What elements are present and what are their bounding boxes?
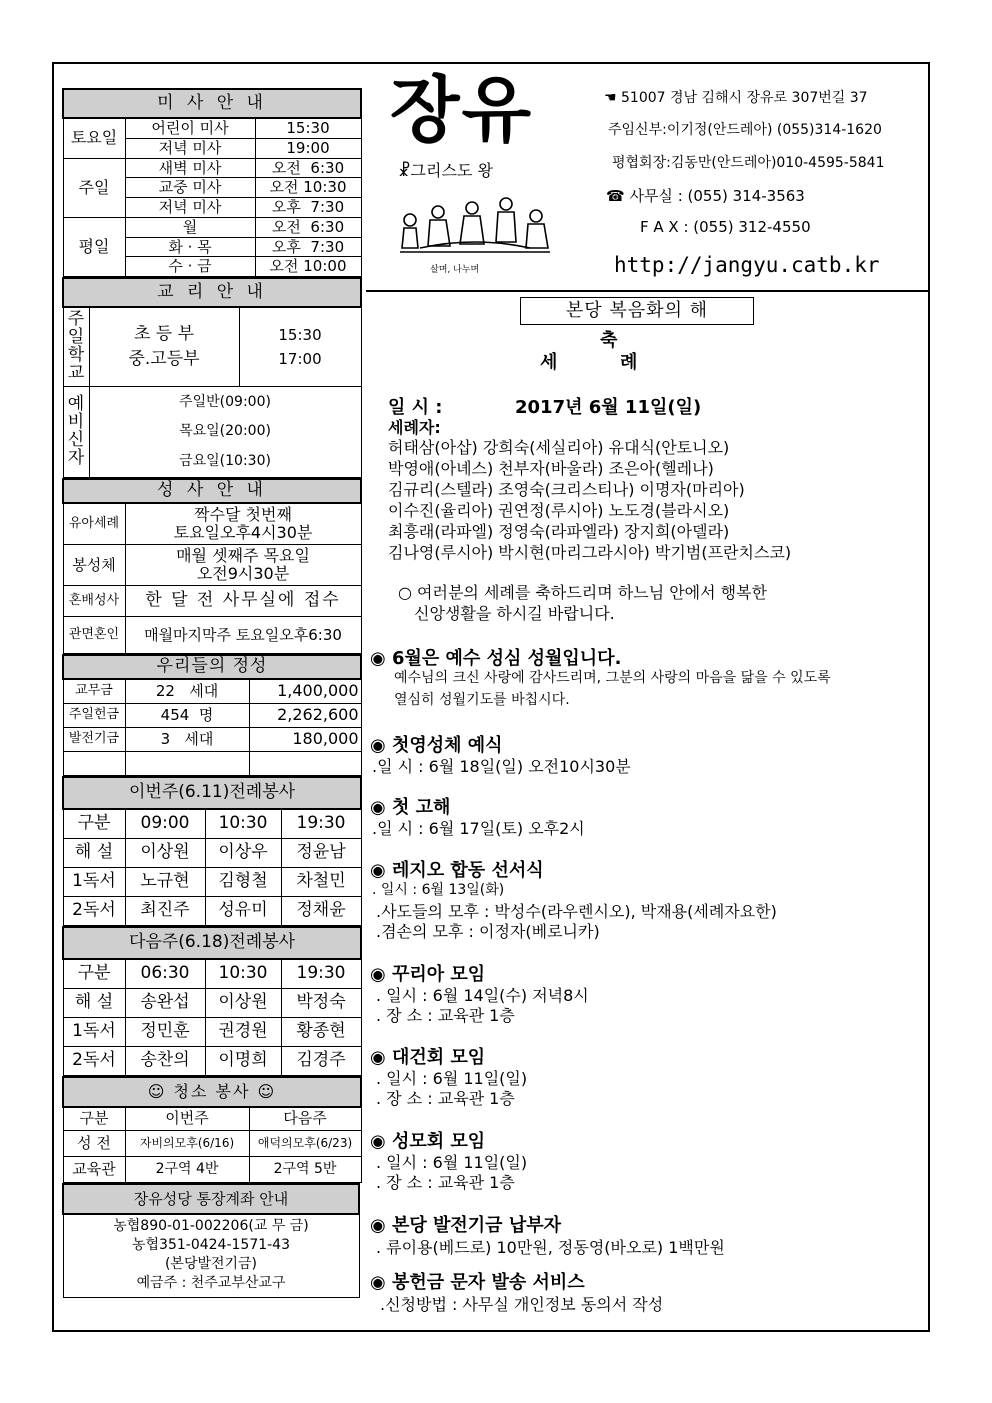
sacrament-detail: 오전9시30분: [196, 564, 290, 583]
cleaning-team: 2구역 5반: [249, 1157, 361, 1183]
liturgy-person: 정민훈: [125, 1017, 205, 1046]
school-time: 15:30: [278, 326, 322, 344]
offering-empty: [249, 751, 361, 775]
mass-time: 오후 7:30: [255, 198, 361, 218]
notice-title: ◉ 본당 발전기금 납부자: [370, 1215, 561, 1236]
liturgy-this-title: 이번주(6.11)전례봉사: [63, 777, 361, 809]
sacrament-detail: 매월마지막주 토요일오후6:30: [125, 617, 361, 654]
mass-name: 저녁 미사: [125, 138, 255, 158]
sat-label: 토요일: [63, 118, 125, 158]
liturgy-person: 노규현: [125, 867, 205, 896]
mass-time: 오전 6:30: [255, 158, 361, 178]
cleaning-title: ☺ 청소 봉사 ☺: [63, 1077, 361, 1107]
offering-label: 교무금: [63, 679, 125, 703]
notice-title: ◉ 꾸리아 모임: [370, 964, 486, 985]
notice-line: .사도들의 모후 : 박성수(라우렌시오), 박재용(세례자요한): [376, 902, 777, 921]
account-table: [62, 1183, 360, 1298]
header-divider: [366, 290, 928, 292]
sacrament-detail: 매월 셋째주 목요일: [176, 545, 310, 565]
offering-label: 발전기금: [63, 727, 125, 751]
address-line: [604, 87, 868, 107]
address: 51007 경남 김해시 장유로 307번길 37: [621, 90, 868, 106]
notice-line: . 장 소 : 교육관 1층: [376, 1006, 515, 1025]
offering-title: 우리들의 정성: [63, 655, 361, 679]
mass-name: 저녁 미사: [125, 198, 255, 218]
liturgy-role: 1독서: [63, 1017, 125, 1046]
notice-title: ◉ 첫 고해: [370, 797, 451, 818]
liturgy-person: 정윤남: [281, 838, 361, 867]
liturgy-header: 10:30: [205, 959, 281, 989]
catechumen-time: 금요일(10:30): [179, 452, 271, 469]
liturgy-next-table: [62, 926, 362, 1076]
baptized-row: 최흥래(라파엘) 정영숙(라파엘라) 장지희(아델라): [388, 522, 730, 541]
offering-amount: 180,000: [249, 727, 361, 751]
liturgy-person: 권경원: [205, 1017, 281, 1046]
mass-time: 오전 6:30: [255, 217, 361, 237]
notice-title: ◉ 6월은 예수 성심 성월입니다.: [370, 648, 622, 669]
liturgy-role: 해 설: [63, 838, 125, 867]
notice-line: .신청방법 : 사무실 개인정보 동의서 작성: [380, 1295, 664, 1314]
liturgy-header: 구분: [63, 809, 125, 839]
baptized-list: [388, 437, 791, 563]
liturgy-person: 이상우: [205, 838, 281, 867]
school-time: 17:00: [278, 350, 322, 368]
sacrament-detail: 짝수달 첫번째: [194, 504, 292, 524]
notice-title: ◉ 첫영성체 예식: [370, 735, 503, 756]
liturgy-person: 성유미: [205, 896, 281, 925]
mass-time: 오전 10:00: [255, 257, 361, 277]
offering-amount: 1,400,000: [249, 679, 361, 703]
liturgy-header: 06:30: [125, 959, 205, 989]
notice-line: . 일시 : 6월 11일(일): [376, 1069, 528, 1088]
blessing-1: ○ 여러분의 세례를 축하드리며 하느님 안에서 행복한: [398, 583, 768, 602]
notice-line: 예수님의 크신 사랑에 감사드리며, 그분의 사랑의 마음을 닮을 수 있도록: [394, 670, 831, 686]
week-label: 평일: [63, 217, 125, 276]
offering-count: 454 명: [125, 703, 249, 727]
liturgy-person: 이상원: [125, 838, 205, 867]
baptized-row: 이수진(율리아) 권연정(루시아) 노도경(블라시오): [388, 501, 730, 520]
cleaning-team: 2구역 4반: [125, 1157, 249, 1183]
mass-name: 어린이 미사: [125, 118, 255, 138]
council-info: 평협회장:김동만(안드레아)010-4595-5841: [612, 155, 885, 171]
sacrament-title: 성 사 안 내: [63, 479, 361, 503]
sacrament-label: 유아세례: [63, 503, 125, 545]
school-name: 초 등 부: [133, 324, 195, 345]
offering-empty: [63, 751, 125, 775]
pointer-icon: ☚: [604, 90, 622, 106]
liturgy-role: 2독서: [63, 896, 125, 925]
sacrament-detail: 토요일오후4시30분: [173, 523, 313, 542]
catechumen-time: 주일반(09:00): [179, 393, 271, 410]
liturgy-person: 박정숙: [281, 988, 361, 1017]
liturgy-header: 09:00: [125, 809, 205, 839]
cleaning-header: 구분: [63, 1107, 125, 1131]
cleaning-table: [62, 1076, 362, 1184]
notice-line: 열심히 성월기도를 바칩시다.: [394, 692, 570, 708]
motto-text: 살며, 나누며: [430, 265, 480, 275]
liturgy-person: 최진주: [125, 896, 205, 925]
catechumen-time: 목요일(20:00): [179, 423, 271, 440]
liturgy-person: 이상원: [205, 988, 281, 1017]
congrats-1: 축: [600, 330, 618, 351]
account-line: 예금주 : 천주교부산교구: [136, 1274, 286, 1291]
notice-line: . 류이용(베드로) 10만원, 정동영(바오로) 1백만원: [376, 1238, 725, 1257]
account-title: 장유성당 통장계좌 안내: [63, 1184, 359, 1214]
liturgy-next-title: 다음주(6.18)전례봉사: [63, 927, 361, 959]
account-lines: [63, 1214, 359, 1297]
people-sharing-illustration: [390, 196, 560, 278]
parish-logo: 장유: [390, 68, 534, 152]
baptized-row: 김나영(루시아) 박시현(마리그라시아) 박기범(프란치스코): [388, 543, 792, 562]
cleaning-header: 다음주: [249, 1107, 361, 1131]
sacrament-label: 혼배성사: [63, 586, 125, 617]
sun-label: 주일: [63, 158, 125, 217]
sacrament-label: 봉성체: [63, 545, 125, 586]
mass-title: 미 사 안 내: [63, 89, 361, 118]
notice-line: . 장 소 : 교육관 1층: [376, 1089, 515, 1108]
cleaning-team: 애덕의모후(6/23): [249, 1131, 361, 1157]
catechumen-label: 예비신자: [63, 387, 89, 478]
liturgy-header: 19:30: [281, 959, 361, 989]
doctrine-table: [62, 277, 362, 478]
sacrament-label: 관면혼인: [63, 617, 125, 654]
liturgy-person: 송완섭: [125, 988, 205, 1017]
baptized-row: 허태삼(아삽) 강희숙(세실리아) 유대식(안토니오): [388, 438, 730, 457]
notice-line: .일 시 : 6월 18일(일) 오전10시30분: [372, 757, 631, 776]
mass-table: [62, 88, 362, 277]
liturgy-person: 차철민: [281, 867, 361, 896]
school-label: 주일학교: [63, 307, 89, 387]
liturgy-person: 황종현: [281, 1017, 361, 1046]
notice-line: . 장 소 : 교육관 1층: [376, 1173, 515, 1192]
school-names: [89, 307, 239, 387]
school-name: 중.고등부: [128, 349, 200, 369]
liturgy-person: 김경주: [281, 1046, 361, 1075]
liturgy-header: 10:30: [205, 809, 281, 839]
mass-time: 19:00: [255, 138, 361, 158]
blessing-2: 신앙생활을 하시길 바랍니다.: [414, 604, 615, 623]
account-line: (본당발전기금): [164, 1255, 258, 1272]
offering-label: 주일헌금: [63, 703, 125, 727]
notice-line: .겸손의 모후 : 이정자(베로니카): [376, 922, 600, 941]
cleaning-header: 이번주: [125, 1107, 249, 1131]
baptized-label: 세례자:: [388, 418, 441, 437]
liturgy-role: 2독서: [63, 1046, 125, 1075]
mass-name: 수 · 금: [125, 257, 255, 277]
mass-name: 화 · 목: [125, 237, 255, 257]
liturgy-header: 19:30: [281, 809, 361, 839]
offering-empty: [125, 751, 249, 775]
mass-name: 월: [125, 217, 255, 237]
cleaning-place: 성 전: [63, 1131, 125, 1157]
offering-table: [62, 654, 362, 776]
liturgy-person: 이명희: [205, 1046, 281, 1075]
date-label: 일 시 :: [388, 397, 443, 418]
liturgy-person: 정채윤: [281, 896, 361, 925]
mass-name: 교중 미사: [125, 178, 255, 198]
notice-line: . 일시 : 6월 13일(화): [372, 882, 505, 898]
liturgy-person: 김형철: [205, 867, 281, 896]
doctrine-title: 교 리 안 내: [63, 278, 361, 307]
notice-title: ◉ 레지오 합동 선서식: [370, 860, 544, 881]
sacrament-table: [62, 478, 362, 654]
notice-title: ◉ 봉헌금 문자 발송 서비스: [370, 1272, 585, 1293]
notice-line: . 일시 : 6월 11일(일): [376, 1153, 528, 1172]
cleaning-place: 교육관: [63, 1157, 125, 1183]
liturgy-person: 송찬의: [125, 1046, 205, 1075]
offering-amount: 2,262,600: [249, 703, 361, 727]
offering-count: 22 세대: [125, 679, 249, 703]
mass-time: 오후 7:30: [255, 237, 361, 257]
notice-line: . 일시 : 6월 14일(수) 저녁8시: [376, 986, 589, 1005]
congrats-2: 세 례: [540, 352, 638, 373]
sacrament-detail: 한 달 전 사무실에 접수: [125, 586, 361, 617]
date-value: 2017년 6월 11일(일): [515, 397, 702, 418]
baptized-row: 김규리(스텔라) 조영숙(크리스티나) 이명자(마리아): [388, 480, 745, 499]
catechumen-times: [89, 387, 361, 478]
account-line: 농협351-0424-1571-43: [132, 1236, 290, 1253]
offering-count: 3 세대: [125, 727, 249, 751]
liturgy-role: 1독서: [63, 867, 125, 896]
left-column: [62, 88, 360, 1298]
notice-line: .일 시 : 6월 17일(토) 오후2시: [372, 819, 585, 838]
office-phone: ☎ 사무실 : (055) 314-3563: [606, 187, 805, 205]
priest-info: 주임신부:이기정(안드레아) (055)314-1620: [608, 122, 882, 138]
year-banner: 본당 복음화의 해: [520, 297, 754, 325]
cleaning-team: 자비의모후(6/16): [125, 1131, 249, 1157]
parish-subtitle: ☧그리스도 왕: [398, 161, 493, 180]
mass-name: 새벽 미사: [125, 158, 255, 178]
liturgy-this-table: [62, 776, 362, 926]
mass-time: 15:30: [255, 118, 361, 138]
fax-number: F A X : (055) 312-4550: [640, 218, 811, 236]
account-line: 농협890-01-002206(교 무 금): [113, 1218, 309, 1234]
baptized-row: 박영애(아녜스) 천부자(바울라) 조은아(헬레나): [388, 459, 714, 478]
school-times: [239, 307, 361, 387]
mass-time: 오전 10:30: [255, 178, 361, 198]
liturgy-role: 해 설: [63, 988, 125, 1017]
website-url[interactable]: http://jangyu.catb.kr: [614, 253, 880, 277]
notice-title: ◉ 성모회 모임: [370, 1131, 486, 1152]
liturgy-header: 구분: [63, 959, 125, 989]
notice-title: ◉ 대건회 모임: [370, 1047, 486, 1068]
